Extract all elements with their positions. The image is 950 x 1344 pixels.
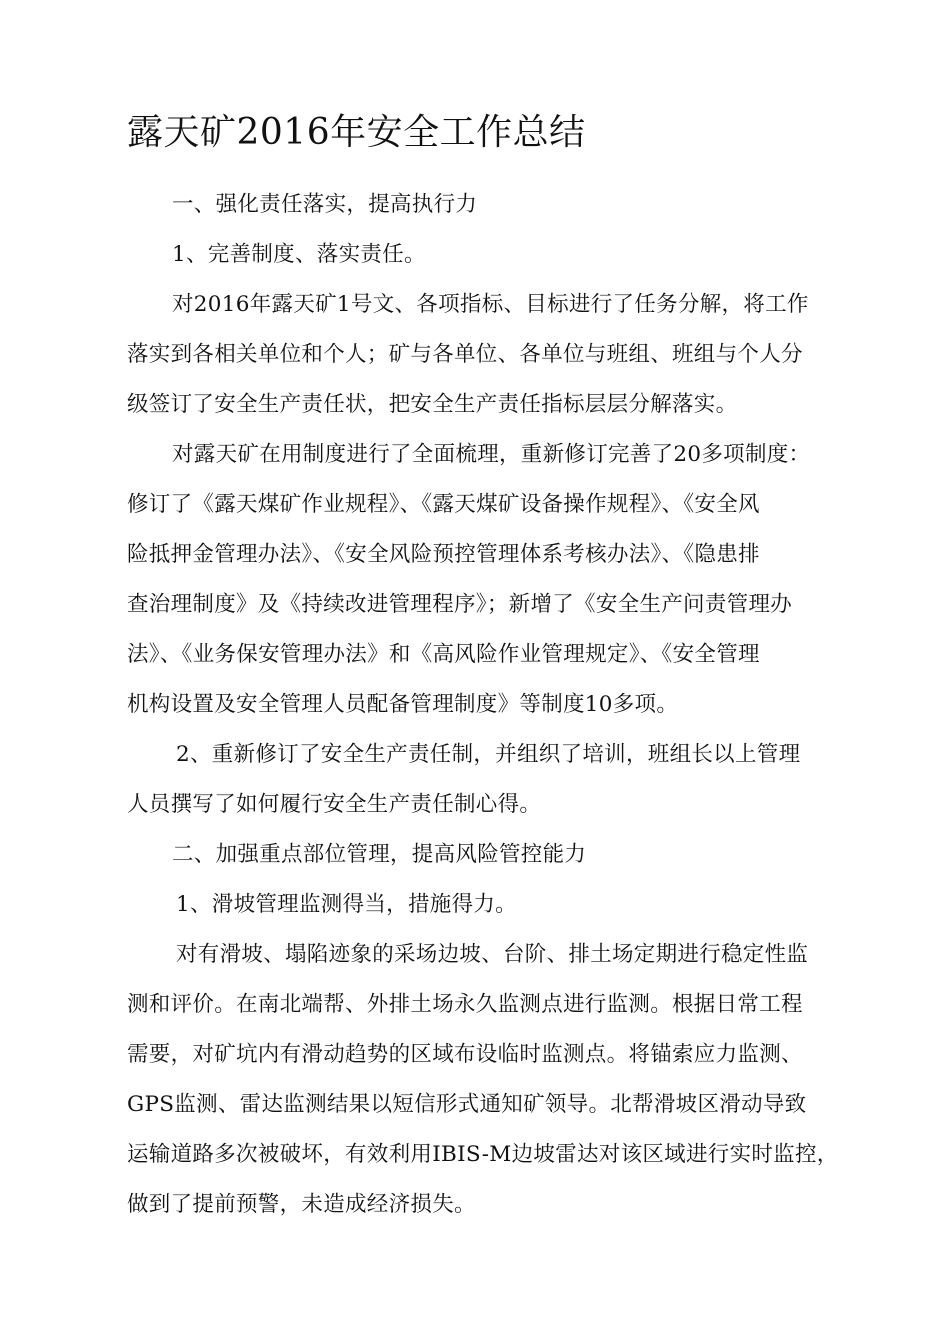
paragraph-line: 级签订了安全生产责任状，把安全生产责任指标层层分解落实。 (127, 392, 738, 417)
paragraph-line: 险抵押金管理办法》、《安全风险预控管理体系考核办法》、《隐患排 (127, 542, 760, 567)
paragraph-line: 法》、《业务保安管理办法》和《高风险作业管理规定》、《安全管理 (127, 642, 760, 667)
paragraph-line: 运输道路多次被破坏，有效利用IBIS-M边坡雷达对该区域进行实时监控， (127, 1142, 839, 1167)
subsection-heading-1-1: 1、完善制度、落实责任。 (172, 242, 426, 267)
paragraph-line: 对2016年露天矿1号文、各项指标、目标进行了任务分解，将工作 (172, 292, 809, 317)
section-heading-2: 二、加强重点部位管理，提高风险管控能力 (172, 842, 587, 867)
paragraph-line: 修订了《露天煤矿作业规程》、《露天煤矿设备操作规程》、《安全风 (127, 492, 760, 517)
paragraph-line: 对露天矿在用制度进行了全面梳理，重新修订完善了20多项制度： (172, 442, 811, 467)
paragraph-line: 人员撰写了如何履行安全生产责任制心得。 (127, 792, 542, 817)
paragraph-line: 落实到各相关单位和个人；矿与各单位、各单位与班组、班组与个人分 (127, 342, 803, 367)
paragraph-line: 对有滑坡、塌陷迹象的采场边坡、台阶、排土场定期进行稳定性监 (176, 942, 809, 967)
subsection-heading-1-2: 2、重新修订了安全生产责任制，并组织了培训，班组长以上管理 (176, 742, 801, 767)
paragraph-line: 查治理制度》及《持续改进管理程序》；新增了《安全生产问责管理办 (127, 592, 793, 617)
section-heading-1: 一、强化责任落实，提高执行力 (172, 192, 478, 217)
paragraph-line: GPS监测、雷达监测结果以短信形式通知矿领导。北帮滑坡区滑动导致 (127, 1092, 807, 1117)
paragraph-line: 需要，对矿坑内有滑动趋势的区域布设临时监测点。将锚索应力监测、 (127, 1042, 803, 1067)
subsection-heading-2-1: 1、滑坡管理监测得当，措施得力。 (176, 892, 517, 917)
document-title: 露天矿2016年安全工作总结 (127, 112, 586, 153)
paragraph-line: 机构设置及安全管理人员配备管理制度》等制度10多项。 (127, 692, 679, 717)
paragraph-line: 测和评价。在南北端帮、外排土场永久监测点进行监测。根据日常工程 (127, 992, 803, 1017)
paragraph-line: 做到了提前预警，未造成经济损失。 (127, 1192, 476, 1217)
